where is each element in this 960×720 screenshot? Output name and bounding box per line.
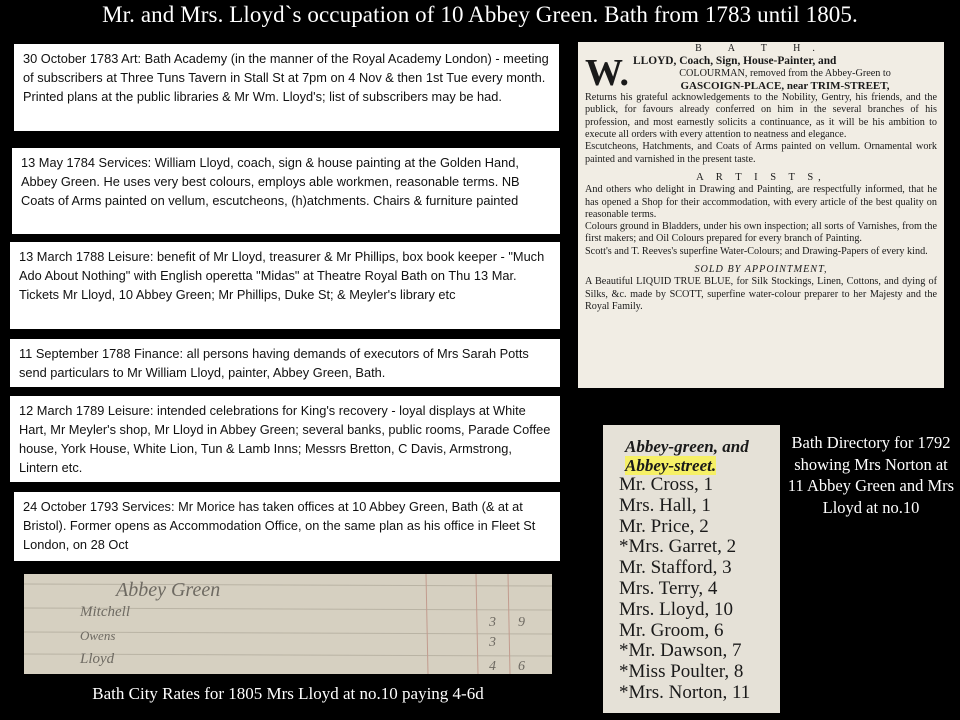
ledger-heading: Abbey Green xyxy=(116,579,221,601)
directory-row: *Mrs. Garret, 2 xyxy=(619,536,737,558)
ad-artists-heading: A R T I S T S, xyxy=(696,171,826,183)
directory-row: Mr. Groom, 6 xyxy=(619,619,724,641)
ad-line-3: GASCOIGN-PLACE, near TRIM-STREET, xyxy=(680,79,890,92)
ledger-name-lloyd: Lloyd xyxy=(80,651,115,667)
ledger-figure: 6 xyxy=(518,659,525,674)
page-title: Mr. and Mrs. Lloyd`s occupation of 10 Abbey Green. Bath from 1783 until 1805. xyxy=(102,2,858,27)
directory-row: Mrs. Terry, 4 xyxy=(619,577,718,599)
directory-row: Mrs. Hall, 1 xyxy=(619,494,711,516)
ad-dropcap: W. xyxy=(585,52,630,95)
ad-paragraph-5: Scott's and T. Reeves's superfine Water-Colours; and Drawing-Papers of every kind. xyxy=(585,245,928,257)
ad-bath-heading: B A T H. xyxy=(695,43,827,54)
timeline-entry-1788-finance: 11 September 1788 Finance: all persons having demands of executors of Mrs Sarah Potts send particulars to Mr William Lloyd, painter, Abbey Green, Bath. xyxy=(10,339,560,387)
ledger-figure: 4 xyxy=(489,659,496,674)
ad-paragraph-4: Colours ground in Bladders, under his own inspection; all sorts of Varnishes, from the first makers; and Oil Colours prepared for every branch of Painting. xyxy=(585,221,937,245)
ad-sold-heading: SOLD BY APPOINTMENT, xyxy=(694,264,828,276)
directory-row: *Mr. Dawson, 7 xyxy=(619,640,742,662)
newspaper-advertisement xyxy=(578,42,944,388)
ad-paragraph-2: Escutcheons, Hatchments, and Coats of Arms painted on vellum. Ornamental work painted and varnished in the present taste. xyxy=(585,141,937,165)
ledger-sketch xyxy=(24,574,552,674)
timeline-entry-1783-art: 30 October 1783 Art: Bath Academy (in the manner of the Royal Academy London) - meeting of subscribers at Three Tuns Tavern in Stall St at 7pm on 4 Nov & then 1st Tue every month. Printed plans at the public libraries & Mr Wm. Lloyd's; list of subscribers may be had. xyxy=(14,44,559,131)
directory-row: Mr. Price, 2 xyxy=(619,515,709,537)
ad-paragraph-6: A Beautiful LIQUID TRUE BLUE, for Silk Stockings, Linen, Cottons, and dying of Silks, &c. made by SCOTT, superfine water-colour preparer to her Majesty and the Royal Family. xyxy=(585,276,937,312)
ad-lead-line: LLOYD, Coach, Sign, House-Painter, and xyxy=(633,55,837,68)
directory-row: Mr. Stafford, 3 xyxy=(619,557,732,579)
ledger-figure: 9 xyxy=(518,615,525,630)
directory-row-norton: *Mrs. Norton, 11 xyxy=(619,681,751,703)
directory-heading-line-1: Abbey-green, and xyxy=(625,437,749,456)
timeline-entry-1793-services: 24 October 1793 Services: Mr Morice has taken offices at 10 Abbey Green, Bath (& at at Bristol). Former opens as Accommodation Office, on the same plan as his office in Fleet St London, on 28 Oct xyxy=(14,492,560,561)
directory-row-lloyd: Mrs. Lloyd, 10 xyxy=(619,598,733,620)
ledger-name-mitchell: Mitchell xyxy=(80,604,130,620)
directory-row: Mr. Cross, 1 xyxy=(619,474,713,495)
rates-caption: Bath City Rates for 1805 Mrs Lloyd at no.10 paying 4-6d xyxy=(92,684,484,703)
ad-line-2: COLOURMAN, removed from the Abbey-Green to xyxy=(679,67,891,79)
ad-paragraph-1: Returns his grateful acknowledgements to the Nobility, Gentry, his friends, and the publick, for favours already conferred on him in the several branches of his profession, and most earnestly solicits a continuance, as it will be his ambition to execute all orders with every attention to neatness and elegance. xyxy=(585,92,937,141)
ledger-figure: 3 xyxy=(489,615,496,630)
directory-heading-highlight: Abbey-street. xyxy=(625,456,717,475)
ad-paragraph-3: And others who delight in Drawing and Painting, are respectfully informed, that he has opened a Shop for their accommodation, with every article of the best quality on reasonable terms. xyxy=(585,184,937,220)
timeline-entry-1788-leisure: 13 March 1788 Leisure: benefit of Mr Lloyd, treasurer & Mr Phillips, box book keeper - "Much Ado About Nothing" with English operetta "Midas" at Theatre Royal Bath on Thu 13 Mar. Tickets Mr Lloyd, 10 Abbey Green; Mr Phillips, Duke St; & Meyler's library etc xyxy=(10,242,560,329)
ledger-figure: 3 xyxy=(489,635,496,650)
directory-clipping xyxy=(603,425,780,713)
directory-heading xyxy=(625,437,772,475)
timeline-entry-1784-services: 13 May 1784 Services: William Lloyd, coach, sign & house painting at the Golden Hand, Abbey Green. He uses very best colours, employs able workmen, reasonable terms. NB Coats of Arms painted on vellum, escutcheons, (h)atchments. Chairs & furniture painted xyxy=(12,148,560,234)
timeline-entry-1789-leisure: 12 March 1789 Leisure: intended celebrations for King's recovery - loyal displays at White Hart, Mr Meyler's shop, Mr Lloyd in Abbey Green; several banks, public rooms, Parade Coffee house, York House, White Lion, Tun & Lamb Inns; Messrs Bretton, C Davis, Armstrong, Lintern etc. xyxy=(10,396,560,482)
directory-caption: Bath Directory for 1792 showing Mrs Norton at 11 Abbey Green and Mrs Lloyd at no.10 xyxy=(787,433,955,517)
rates-ledger-image xyxy=(24,574,552,674)
directory-row: *Miss Poulter, 8 xyxy=(619,661,744,683)
ledger-name-owens: Owens xyxy=(80,628,116,643)
